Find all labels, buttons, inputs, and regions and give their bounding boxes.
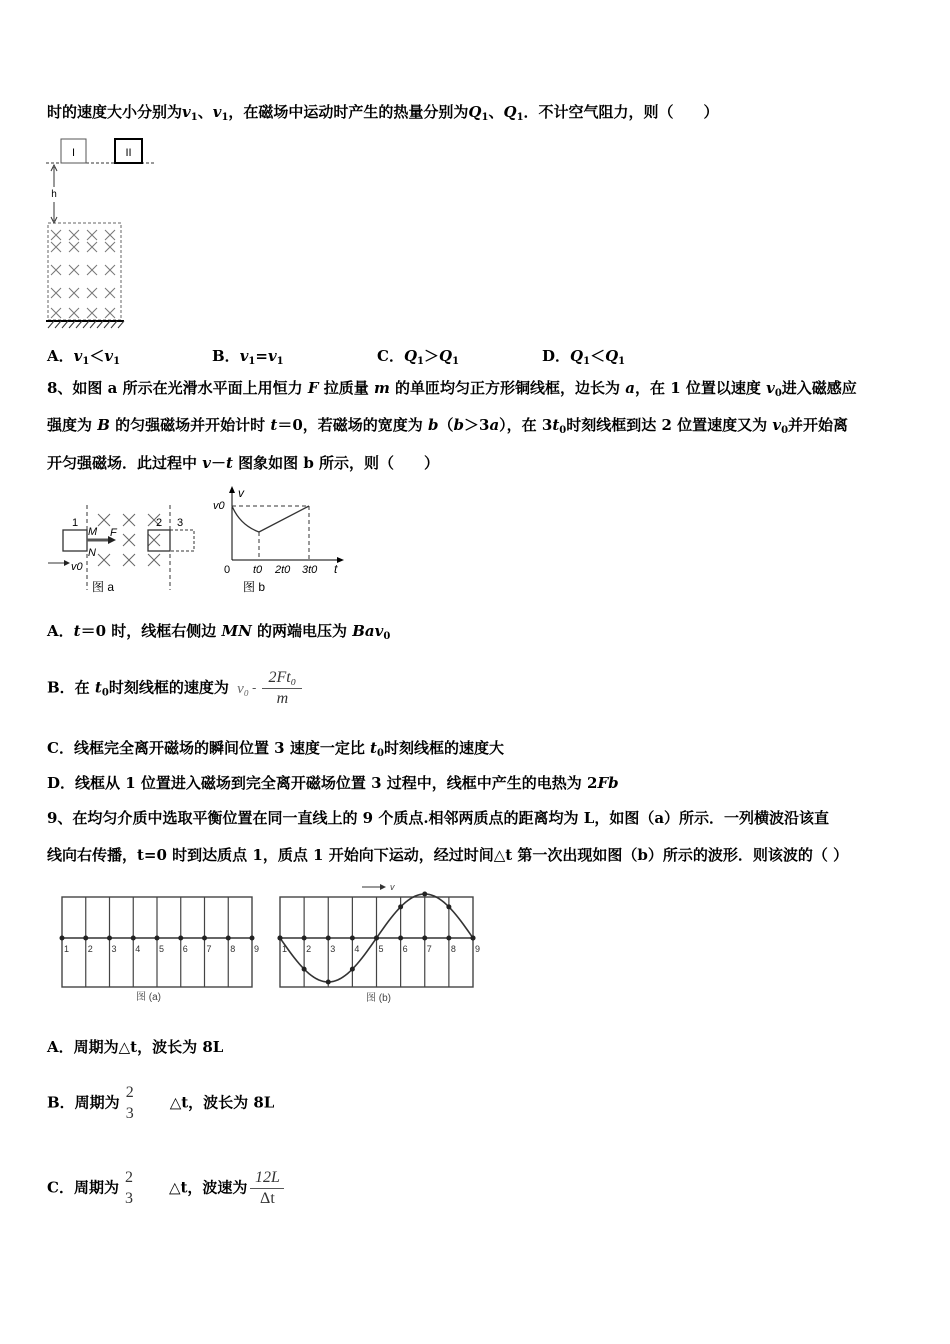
- figure-a-caption: 图 (a): [136, 992, 161, 1003]
- ground-hatch: [118, 321, 124, 328]
- t0-tick-label: t0: [253, 564, 263, 576]
- text-segment: v: [239, 347, 249, 365]
- particle-point: [107, 936, 112, 941]
- text-segment: 8、如图 a 所示在光滑水平面上用恒力: [47, 379, 308, 397]
- text-segment: 0: [559, 425, 567, 436]
- q9-opt-c[interactable]: [47, 1168, 287, 1209]
- text-segment: Q: [439, 347, 453, 365]
- numerator: 2: [124, 1169, 133, 1186]
- fig-b-point-label: 5: [378, 944, 384, 954]
- velocity-label: v0: [71, 561, 83, 573]
- q8-opt-c[interactable]: [47, 738, 504, 764]
- fig-b-point-label: 6: [402, 944, 408, 954]
- text-segment: 的单匝均匀正方形铜线框，边长为: [389, 379, 626, 397]
- text-segment: v: [73, 347, 83, 365]
- v-axis-label: v: [238, 486, 244, 500]
- text-segment: Q: [468, 103, 482, 121]
- text-segment: B．周期为: [47, 1093, 120, 1112]
- q9-opt-b[interactable]: [47, 1083, 274, 1124]
- field-cross-icon: [87, 308, 97, 318]
- text-segment: a: [625, 379, 635, 397]
- text-segment: ＝0 时，线框右侧边: [80, 622, 222, 640]
- q8-opt-d[interactable]: [47, 773, 619, 793]
- text-segment: 1: [481, 112, 489, 123]
- text-segment: 1: [417, 356, 424, 367]
- field-cross-icon: [105, 265, 115, 275]
- fig-a-point-label: 6: [182, 944, 188, 954]
- fig-a-point-label: 1: [64, 944, 70, 954]
- text-segment: =: [255, 347, 268, 365]
- equilibrium-point: [422, 936, 427, 941]
- fig-b-point-label: 3: [330, 944, 336, 954]
- formula-minus: -: [251, 680, 257, 696]
- q7-option-c[interactable]: [377, 345, 459, 367]
- numerator: 12L: [254, 1169, 280, 1186]
- text-segment: F: [307, 379, 319, 397]
- text-segment: 开匀强磁场．此过程中: [47, 454, 203, 472]
- denominator: 3: [125, 1105, 134, 1122]
- fig-b-point-label: 8: [450, 944, 456, 954]
- text-segment: 进入磁感应: [781, 379, 857, 397]
- text-segment: △t，波速为: [138, 1178, 248, 1197]
- text-segment: 拉质量: [318, 379, 374, 397]
- field-cross-icon: [87, 242, 97, 252]
- field-cross-icon: [98, 554, 110, 566]
- box-2-label: II: [125, 147, 132, 159]
- fraction-two-thirds-b: [123, 1083, 137, 1124]
- particle-point: [202, 936, 207, 941]
- fraction-two-thirds-c: [122, 1168, 136, 1209]
- text-segment: －: [210, 454, 226, 472]
- field-cross-icon: [87, 265, 97, 275]
- text-segment: v: [772, 416, 782, 434]
- figure-a-caption: 图 a: [92, 580, 115, 594]
- particle-point: [60, 936, 65, 941]
- field-cross-icon: [87, 288, 97, 298]
- position-1-label: 1: [72, 517, 79, 529]
- text-segment: b: [453, 416, 464, 434]
- fig-b-point-label: 4: [354, 944, 360, 954]
- n-label: N: [88, 547, 96, 559]
- text-segment: （: [438, 416, 454, 434]
- m-label: M: [88, 526, 98, 538]
- particle-point: [350, 967, 355, 972]
- text-segment: b: [427, 416, 439, 434]
- field-cross-icon: [105, 230, 115, 240]
- text-segment: D．: [542, 347, 571, 365]
- field-cross-icon: [69, 242, 79, 252]
- particle-point: [83, 936, 88, 941]
- equilibrium-point: [278, 936, 283, 941]
- force-label: F: [110, 527, 117, 539]
- text-segment: 1: [618, 356, 626, 367]
- text-segment: t: [552, 416, 560, 434]
- particle-point: [398, 904, 403, 909]
- text-segment: B．: [212, 347, 240, 365]
- q8-opt-b[interactable]: [47, 668, 305, 709]
- formula-fraction: [262, 668, 302, 709]
- text-segment: C．: [377, 347, 404, 365]
- text-segment: 时刻线框的速度大: [383, 739, 504, 757]
- text-segment: 并开始离: [788, 416, 849, 434]
- text-segment: 0: [376, 748, 384, 759]
- q8-stem-2: [47, 415, 848, 441]
- field-cross-icon: [105, 242, 115, 252]
- q9-figures: [44, 875, 489, 1010]
- field-cross-icon: [51, 288, 61, 298]
- field-cross-icon: [69, 265, 79, 275]
- text-segment: 的两端电压为: [251, 622, 353, 640]
- text-segment: C．线框完全离开磁场的瞬间位置 3 速度一定比: [47, 739, 371, 757]
- text-segment: D．线框从 1 位置进入磁场到完全离开磁场位置 3 过程中，线框中产生的电热为 2: [47, 774, 598, 792]
- text-segment: 0: [101, 687, 109, 699]
- ground-hatch: [69, 321, 75, 328]
- text-segment: B．在: [47, 678, 95, 697]
- field-cross-icon: [105, 288, 115, 298]
- equilibrium-point: [398, 936, 403, 941]
- field-cross-icon: [148, 554, 160, 566]
- q8-stem-1: [47, 378, 857, 404]
- text-segment: ＞: [424, 347, 440, 365]
- q7-option-b[interactable]: [212, 345, 284, 367]
- field-cross-icon: [69, 308, 79, 318]
- equilibrium-point: [302, 936, 307, 941]
- text-segment: △t，波长为 8L: [139, 1093, 275, 1112]
- denominator: Δt: [250, 1188, 284, 1209]
- ground-hatch: [55, 321, 61, 328]
- text-segment: Q: [605, 347, 619, 365]
- equilibrium-point: [350, 936, 355, 941]
- fig-a-point-label: 5: [159, 944, 165, 954]
- particle-point: [131, 936, 136, 941]
- ground-hatch: [111, 321, 117, 328]
- text-segment: 1: [113, 356, 121, 367]
- field-cross-icon: [69, 288, 79, 298]
- text-segment: ），在 3: [499, 416, 553, 434]
- ground-hatch: [62, 321, 68, 328]
- text-segment: 1: [516, 112, 524, 123]
- text-segment: 0: [781, 425, 789, 436]
- text-segment: 1: [583, 356, 591, 367]
- 2t0-tick-label: 2t0: [275, 564, 291, 576]
- figure-b-caption: 图 b: [243, 580, 266, 594]
- text-segment: A．: [47, 622, 74, 640]
- text-segment: A．周期为△t，波长为 8L: [47, 1038, 224, 1056]
- q9-opt-a[interactable]: [47, 1037, 223, 1057]
- text-segment: A．: [47, 347, 74, 365]
- ground-hatch: [90, 321, 96, 328]
- text-segment: v: [202, 454, 211, 472]
- field-cross-icon: [148, 534, 160, 546]
- fig-b-point-label: 1: [282, 944, 288, 954]
- fraction-wave-speed: [250, 1168, 284, 1209]
- text-segment: v: [267, 347, 277, 365]
- fig-b-point-label: 9: [475, 944, 481, 954]
- position-2-label: 2: [156, 517, 163, 529]
- text-segment: C．周期为: [47, 1178, 119, 1197]
- field-cross-icon: [98, 514, 110, 526]
- v0-tick-label: v0: [213, 500, 225, 512]
- text-segment: 0: [383, 631, 391, 642]
- t-axis-label: t: [334, 562, 338, 576]
- fig-a-point-label: 9: [254, 944, 260, 954]
- text-segment: Q: [503, 103, 517, 121]
- text-segment: Bav: [352, 622, 384, 640]
- text-segment: v: [212, 103, 222, 121]
- text-segment: 的匀强磁场并开始计时: [109, 416, 271, 434]
- figure-b-caption: 图 (b): [366, 993, 391, 1004]
- text-segment: ＜: [590, 347, 606, 365]
- text-segment: 时刻线框的速度为: [108, 678, 229, 697]
- particle-point: [178, 936, 183, 941]
- equilibrium-point: [471, 936, 476, 941]
- field-cross-icon: [51, 242, 61, 252]
- text-segment: MN: [221, 622, 252, 640]
- particle-point: [422, 892, 427, 897]
- text-segment: 线向右传播，t=0 时到达质点 1，质点 1 开始向下运动，经过时间△t 第一次出现如图（b）所示的波形．则该波的（ ）: [47, 846, 849, 864]
- text-segment: 1: [221, 112, 229, 123]
- text-segment: 1: [452, 356, 460, 367]
- text-segment: ＞3: [464, 416, 490, 434]
- field-cross-icon: [51, 265, 61, 275]
- text-segment: B: [97, 416, 110, 434]
- text-segment: 1: [248, 356, 256, 367]
- particle-point: [155, 936, 160, 941]
- text-segment: ＝0，若磁场的宽度为: [277, 416, 428, 434]
- equilibrium-point: [446, 936, 451, 941]
- text-segment: ＜: [89, 347, 105, 365]
- ground-hatch: [104, 321, 110, 328]
- ground-hatch: [83, 321, 89, 328]
- text-segment: 1: [276, 356, 284, 367]
- field-cross-icon: [123, 554, 135, 566]
- text-segment: 强度为: [47, 416, 98, 434]
- text-segment: 时的速度大小分别为: [47, 103, 183, 121]
- fig-a-point-label: 2: [87, 944, 93, 954]
- q8-stem-3: [47, 453, 439, 473]
- text-segment: Q: [570, 347, 584, 365]
- origin-label: 0: [224, 564, 231, 576]
- q8-figure-a: [44, 490, 204, 600]
- fig-a-point-label: 4: [135, 944, 141, 954]
- particle-point: [326, 980, 331, 985]
- q7-figure: [44, 135, 164, 330]
- field-cross-icon: [105, 308, 115, 318]
- box-1-label: I: [71, 147, 76, 159]
- q7-option-d[interactable]: [542, 345, 625, 367]
- q8-opt-a[interactable]: [47, 621, 390, 647]
- text-segment: 、: [488, 103, 504, 121]
- text-segment: t: [73, 622, 81, 640]
- text-segment: ，在磁场中运动时产生的热量分别为: [228, 103, 469, 121]
- numerator: 2: [125, 1084, 134, 1101]
- fig-a-point-label: 7: [206, 944, 212, 954]
- text-segment: 0: [774, 388, 782, 399]
- text-segment: t: [370, 739, 377, 757]
- fig-b-point-label: 2: [306, 944, 312, 954]
- q8-figure-b: [210, 485, 350, 600]
- field-cross-icon: [69, 230, 79, 240]
- particle-point: [446, 904, 451, 909]
- equilibrium-point: [326, 936, 331, 941]
- formula-v0: v₀: [237, 680, 249, 697]
- text-segment: a: [489, 416, 500, 434]
- text-segment: m: [373, 379, 390, 397]
- text-segment: Fb: [597, 774, 619, 792]
- fig-a-point-label: 3: [111, 944, 117, 954]
- ground-hatch: [48, 321, 54, 328]
- text-segment: t: [270, 416, 278, 434]
- text-segment: 时刻线框到达 2 位置速度又为: [566, 416, 773, 434]
- ground-hatch: [97, 321, 103, 328]
- wave-velocity-label: v: [390, 882, 395, 892]
- height-label: h: [51, 189, 57, 200]
- field-cross-icon: [123, 534, 135, 546]
- particle-point: [250, 936, 255, 941]
- q7-option-a[interactable]: [47, 345, 120, 367]
- q9-stem-1: [47, 808, 829, 828]
- text-segment: ，在 1 位置以速度: [635, 379, 767, 397]
- field-cross-icon: [51, 308, 61, 318]
- field-cross-icon: [51, 230, 61, 240]
- formula-numerator: 2Ft₀: [268, 669, 297, 686]
- text-segment: 1: [190, 112, 198, 123]
- text-segment: 图象如图 b 所示，则（ ）: [232, 454, 440, 472]
- field-cross-icon: [123, 514, 135, 526]
- text-segment: t: [225, 454, 233, 472]
- text-segment: 1: [82, 356, 90, 367]
- position-3-label: 3: [177, 517, 184, 529]
- text-segment: 9、在均匀介质中选取平衡位置在同一直线上的 9 个质点.相邻两质点的距离均为 L，如图（a）所示．一列横波沿该直: [47, 809, 830, 827]
- q7-stem-end: [47, 102, 719, 128]
- 3t0-tick-label: 3t0: [302, 564, 318, 576]
- formula-denominator: m: [262, 688, 302, 709]
- text-segment: v: [766, 379, 775, 397]
- fig-b-point-label: 7: [426, 944, 432, 954]
- field-cross-icon: [87, 230, 97, 240]
- fig-a-point-label: 8: [230, 944, 236, 954]
- text-segment: 、: [197, 103, 213, 121]
- denominator: 3: [124, 1190, 133, 1207]
- equilibrium-point: [374, 936, 379, 941]
- text-segment: Q: [403, 347, 418, 365]
- q8-option-b-formula: [229, 669, 306, 707]
- text-segment: ．不计空气阻力，则（ ）: [523, 103, 719, 121]
- text-segment: t: [94, 678, 102, 697]
- text-segment: v: [104, 347, 114, 365]
- text-segment: v: [182, 103, 191, 121]
- q9-stem-2: [47, 845, 848, 865]
- particle-point: [302, 967, 307, 972]
- ground-hatch: [76, 321, 82, 328]
- particle-point: [226, 936, 231, 941]
